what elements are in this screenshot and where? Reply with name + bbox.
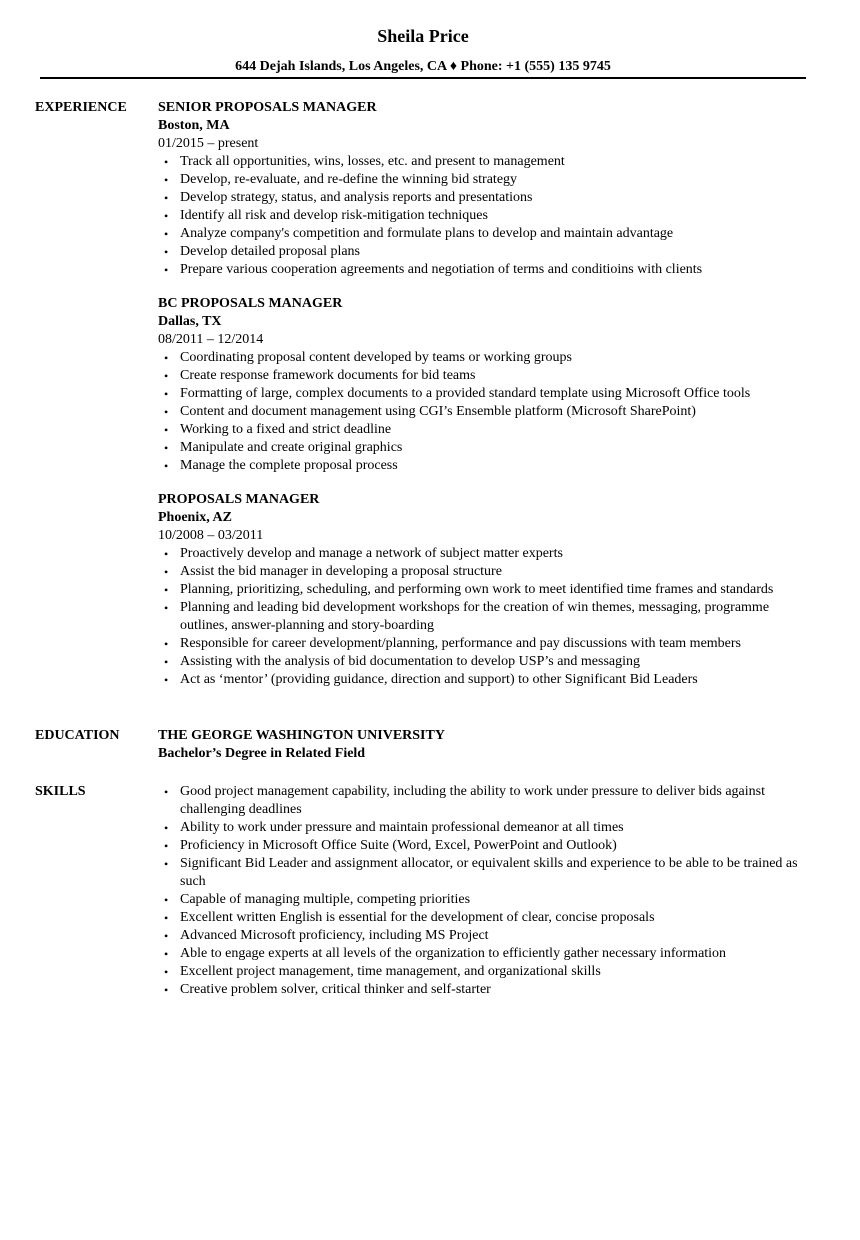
list-item: • Develop, re-evaluate, and re-define the winning bid strategy bbox=[180, 171, 818, 189]
list-item: • Significant Bid Leader and assignment allocator, or equivalent skills and experience to be able to be trained as such bbox=[180, 855, 818, 891]
list-item: • Good project management capability, including the ability to work under pressure to deliver bids against challenging deadlines bbox=[180, 783, 818, 819]
list-item: • Prepare various cooperation agreements and negotiation of terms and conditioins with clients bbox=[180, 261, 818, 279]
list-item: • Identify all risk and develop risk-mitigation techniques bbox=[180, 207, 818, 225]
list-item: • Proficiency in Microsoft Office Suite (Word, Excel, PowerPoint and Outlook) bbox=[180, 837, 818, 855]
list-item: • Capable of managing multiple, competing priorities bbox=[180, 891, 818, 909]
job-bullets bbox=[158, 545, 818, 689]
job-dates: 10/2008 – 03/2011 bbox=[158, 528, 264, 543]
skills-body bbox=[158, 783, 818, 999]
header-divider bbox=[40, 77, 806, 79]
section-label-education: EDUCATION bbox=[35, 728, 120, 743]
job-bullets bbox=[158, 153, 818, 279]
job-bullets bbox=[158, 349, 818, 475]
list-item: • Develop strategy, status, and analysis reports and presentations bbox=[180, 189, 818, 207]
list-item: • Manage the complete proposal process bbox=[180, 457, 818, 475]
list-item: • Manipulate and create original graphics bbox=[180, 439, 818, 457]
job-title: PROPOSALS MANAGER bbox=[158, 492, 320, 507]
degree-name: Bachelor’s Degree in Related Field bbox=[158, 746, 366, 761]
job-location: Phoenix, AZ bbox=[158, 510, 232, 525]
list-item: • Excellent project management, time management, and organizational skills bbox=[180, 963, 818, 981]
job-entry bbox=[158, 99, 818, 279]
list-item: • Working to a fixed and strict deadline bbox=[180, 421, 818, 439]
list-item: • Act as ‘mentor’ (providing guidance, direction and support) to other Significant Bid Leaders bbox=[180, 671, 818, 689]
list-item: • Planning, prioritizing, scheduling, and performing own work to meet identified time frames and standards bbox=[180, 581, 818, 599]
list-item: • Create response framework documents for bid teams bbox=[180, 367, 818, 385]
list-item: • Track all opportunities, wins, losses, etc. and present to management bbox=[180, 153, 818, 171]
list-item: • Analyze company's competition and formulate plans to develop and maintain advantage bbox=[180, 225, 818, 243]
list-item: • Advanced Microsoft proficiency, including MS Project bbox=[180, 927, 818, 945]
list-item: • Proactively develop and manage a network of subject matter experts bbox=[180, 545, 818, 563]
list-item: • Responsible for career development/planning, performance and pay discussions with team members bbox=[180, 635, 818, 653]
list-item: • Ability to work under pressure and maintain professional demeanor at all times bbox=[180, 819, 818, 837]
job-entry bbox=[158, 295, 818, 475]
skills-list bbox=[158, 783, 818, 999]
experience-list bbox=[158, 99, 818, 705]
list-item: • Creative problem solver, critical thinker and self-starter bbox=[180, 981, 818, 999]
list-item: • Assist the bid manager in developing a proposal structure bbox=[180, 563, 818, 581]
contact-line: 644 Dejah Islands, Los Angeles, CA ♦ Phone: +1 (555) 135 9745 bbox=[235, 59, 611, 74]
school-name: THE GEORGE WASHINGTON UNIVERSITY bbox=[158, 728, 445, 743]
job-dates: 01/2015 – present bbox=[158, 136, 259, 151]
job-title: BC PROPOSALS MANAGER bbox=[158, 296, 343, 311]
candidate-name: Sheila Price bbox=[377, 26, 469, 46]
job-location: Dallas, TX bbox=[158, 314, 222, 329]
section-label-experience: EXPERIENCE bbox=[35, 100, 127, 115]
list-item: • Formatting of large, complex documents to a provided standard template using Microsoft Office tools bbox=[180, 385, 818, 403]
list-item: • Content and document management using CGI’s Ensemble platform (Microsoft SharePoint) bbox=[180, 403, 818, 421]
job-dates: 08/2011 – 12/2014 bbox=[158, 332, 264, 347]
list-item: • Excellent written English is essential for the development of clear, concise proposals bbox=[180, 909, 818, 927]
list-item: • Planning and leading bid development workshops for the creation of win themes, messaging, programme outlines, answer-planning and story-boarding bbox=[180, 599, 818, 635]
list-item: • Coordinating proposal content developed by teams or working groups bbox=[180, 349, 818, 367]
job-entry bbox=[158, 491, 818, 689]
job-location: Boston, MA bbox=[158, 118, 230, 133]
list-item: • Develop detailed proposal plans bbox=[180, 243, 818, 261]
list-item: • Assisting with the analysis of bid documentation to develop USP’s and messaging bbox=[180, 653, 818, 671]
education-body bbox=[158, 727, 818, 763]
section-label-skills: SKILLS bbox=[35, 784, 86, 799]
list-item: • Able to engage experts at all levels of the organization to efficiently gather necessary information bbox=[180, 945, 818, 963]
job-title: SENIOR PROPOSALS MANAGER bbox=[158, 100, 377, 115]
